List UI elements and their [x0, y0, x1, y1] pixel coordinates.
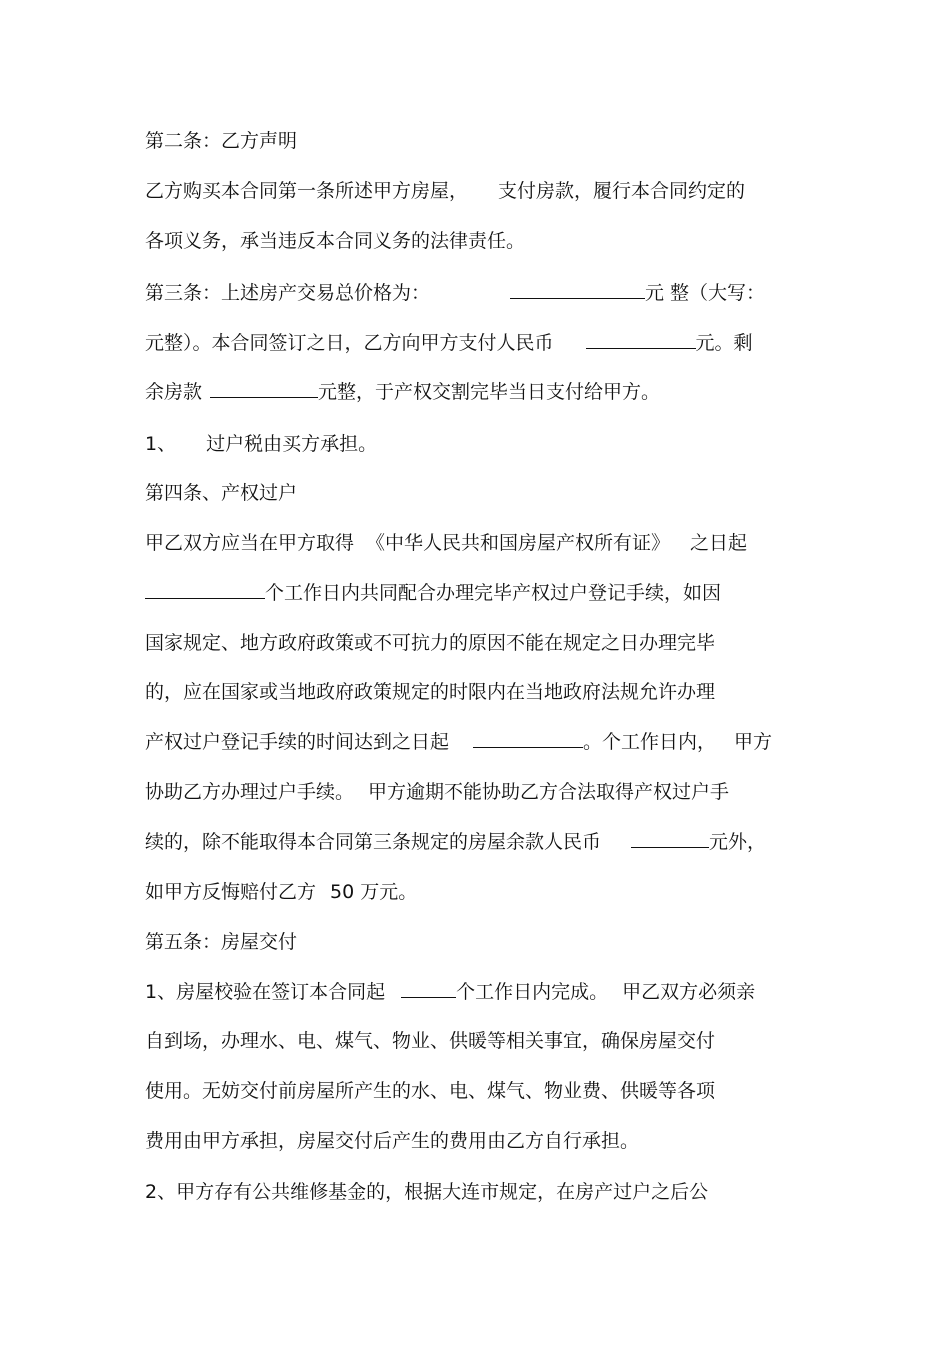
tax-clause: [145, 431, 377, 457]
text-run: 甲乙双方应当在甲方取得: [145, 532, 355, 554]
article-4-line-5: [145, 729, 772, 755]
text-run: 。个工作日内，: [583, 731, 717, 753]
text-run: 国家规定、地方政府政策或不可抗力的原因不能在规定之日办理完毕: [145, 632, 716, 654]
article-5-heading: [145, 929, 297, 955]
text-run: 乙方购买本合同第一条所述甲方房屋，: [145, 180, 469, 202]
article-3-line-2: [145, 330, 753, 356]
text-run: 使用。无妨交付前房屋所产生的水、电、煤气、物业费、供暖等各项: [145, 1080, 716, 1102]
text-run: 50 万元。: [330, 881, 418, 903]
article-2-body-line-2: [145, 228, 525, 254]
text-run: 《中华人民共和国房屋产权所有证》: [366, 532, 671, 554]
article-5-line-2: [145, 1028, 715, 1054]
text-run: 各项义务，承当违反本合同义务的法律责任。: [145, 230, 526, 252]
text-run: 1、房屋校验在签订本合同起: [145, 981, 386, 1003]
text-run: 元外，: [709, 831, 767, 853]
blank-field: [586, 330, 696, 349]
text-run: 自到场，办理水、电、煤气、物业、供暖等相关事宜，确保房屋交付: [145, 1030, 716, 1052]
blank-field: [210, 379, 318, 398]
text-run: 2、甲方存有公共维修基金的，根据大连市规定，在房产过户之后公: [145, 1181, 709, 1203]
text-run: 第五条：房屋交付: [145, 931, 298, 953]
text-run: 第三条：上述房产交易总价格为：: [145, 282, 431, 304]
blank-field: [145, 580, 265, 599]
blank-field: [401, 979, 456, 998]
article-2-body-line-1: [145, 178, 745, 204]
article-5-line-3: [145, 1078, 715, 1104]
article-2-heading: [145, 128, 297, 154]
article-5-line-4: [145, 1128, 639, 1154]
article-5-line-1: [145, 979, 755, 1005]
text-run: 元。剩: [695, 332, 753, 354]
text-run: 费用由甲方承担，房屋交付后产生的费用由乙方自行承担。: [145, 1130, 640, 1152]
text-run: 1、: [145, 433, 177, 455]
blank-field: [510, 280, 645, 299]
text-run: 元整，于产权交割完毕当日支付给甲方。: [318, 381, 661, 403]
text-run: 协助乙方办理过户手续。: [145, 781, 355, 803]
text-run: 的，应在国家或当地政府政策规定的时限内在当地政府法规允许办理: [145, 681, 716, 703]
text-run: 甲乙双方必须亲: [622, 981, 756, 1003]
blank-field: [631, 829, 709, 848]
blank-field: [473, 729, 583, 748]
text-run: 第四条、产权过户: [145, 482, 298, 504]
article-4-line-8: [145, 879, 417, 905]
text-run: 甲方逾期不能协助乙方合法取得产权过户手: [368, 781, 730, 803]
article-4-heading: [145, 480, 297, 506]
article-4-line-1: [145, 530, 747, 556]
text-run: 续的，除不能取得本合同第三条规定的房屋余款人民币: [145, 831, 602, 853]
article-4-line-2: [145, 580, 721, 606]
text-run: 第二条：乙方声明: [145, 130, 298, 152]
text-run: 如甲方反悔赔付乙方: [145, 881, 317, 903]
article-4-line-4: [145, 679, 715, 705]
article-3-line-3: [145, 379, 660, 405]
text-run: 产权过户登记手续的时间达到之日起: [145, 731, 450, 753]
text-run: 个工作日内完成。: [456, 981, 609, 1003]
text-run: 甲方: [734, 731, 773, 753]
article-4-line-7: [145, 829, 766, 855]
text-run: 元 整（大写：: [645, 282, 766, 304]
article-3-line-1: [145, 280, 765, 306]
text-run: 元整）。本合同签订之日，乙方向甲方支付人民币: [145, 332, 554, 354]
article-5-line-5: [145, 1179, 708, 1205]
article-4-line-3: [145, 630, 715, 656]
text-run: 个工作日内共同配合办理完毕产权过户登记手续，如因: [265, 582, 722, 604]
text-run: 支付房款，履行本合同约定的: [498, 180, 746, 202]
text-run: 之日起: [690, 532, 748, 554]
text-run: 过户税由买方承担。: [206, 433, 378, 455]
article-4-line-6: [145, 779, 729, 805]
text-run: 余房款: [145, 381, 203, 403]
